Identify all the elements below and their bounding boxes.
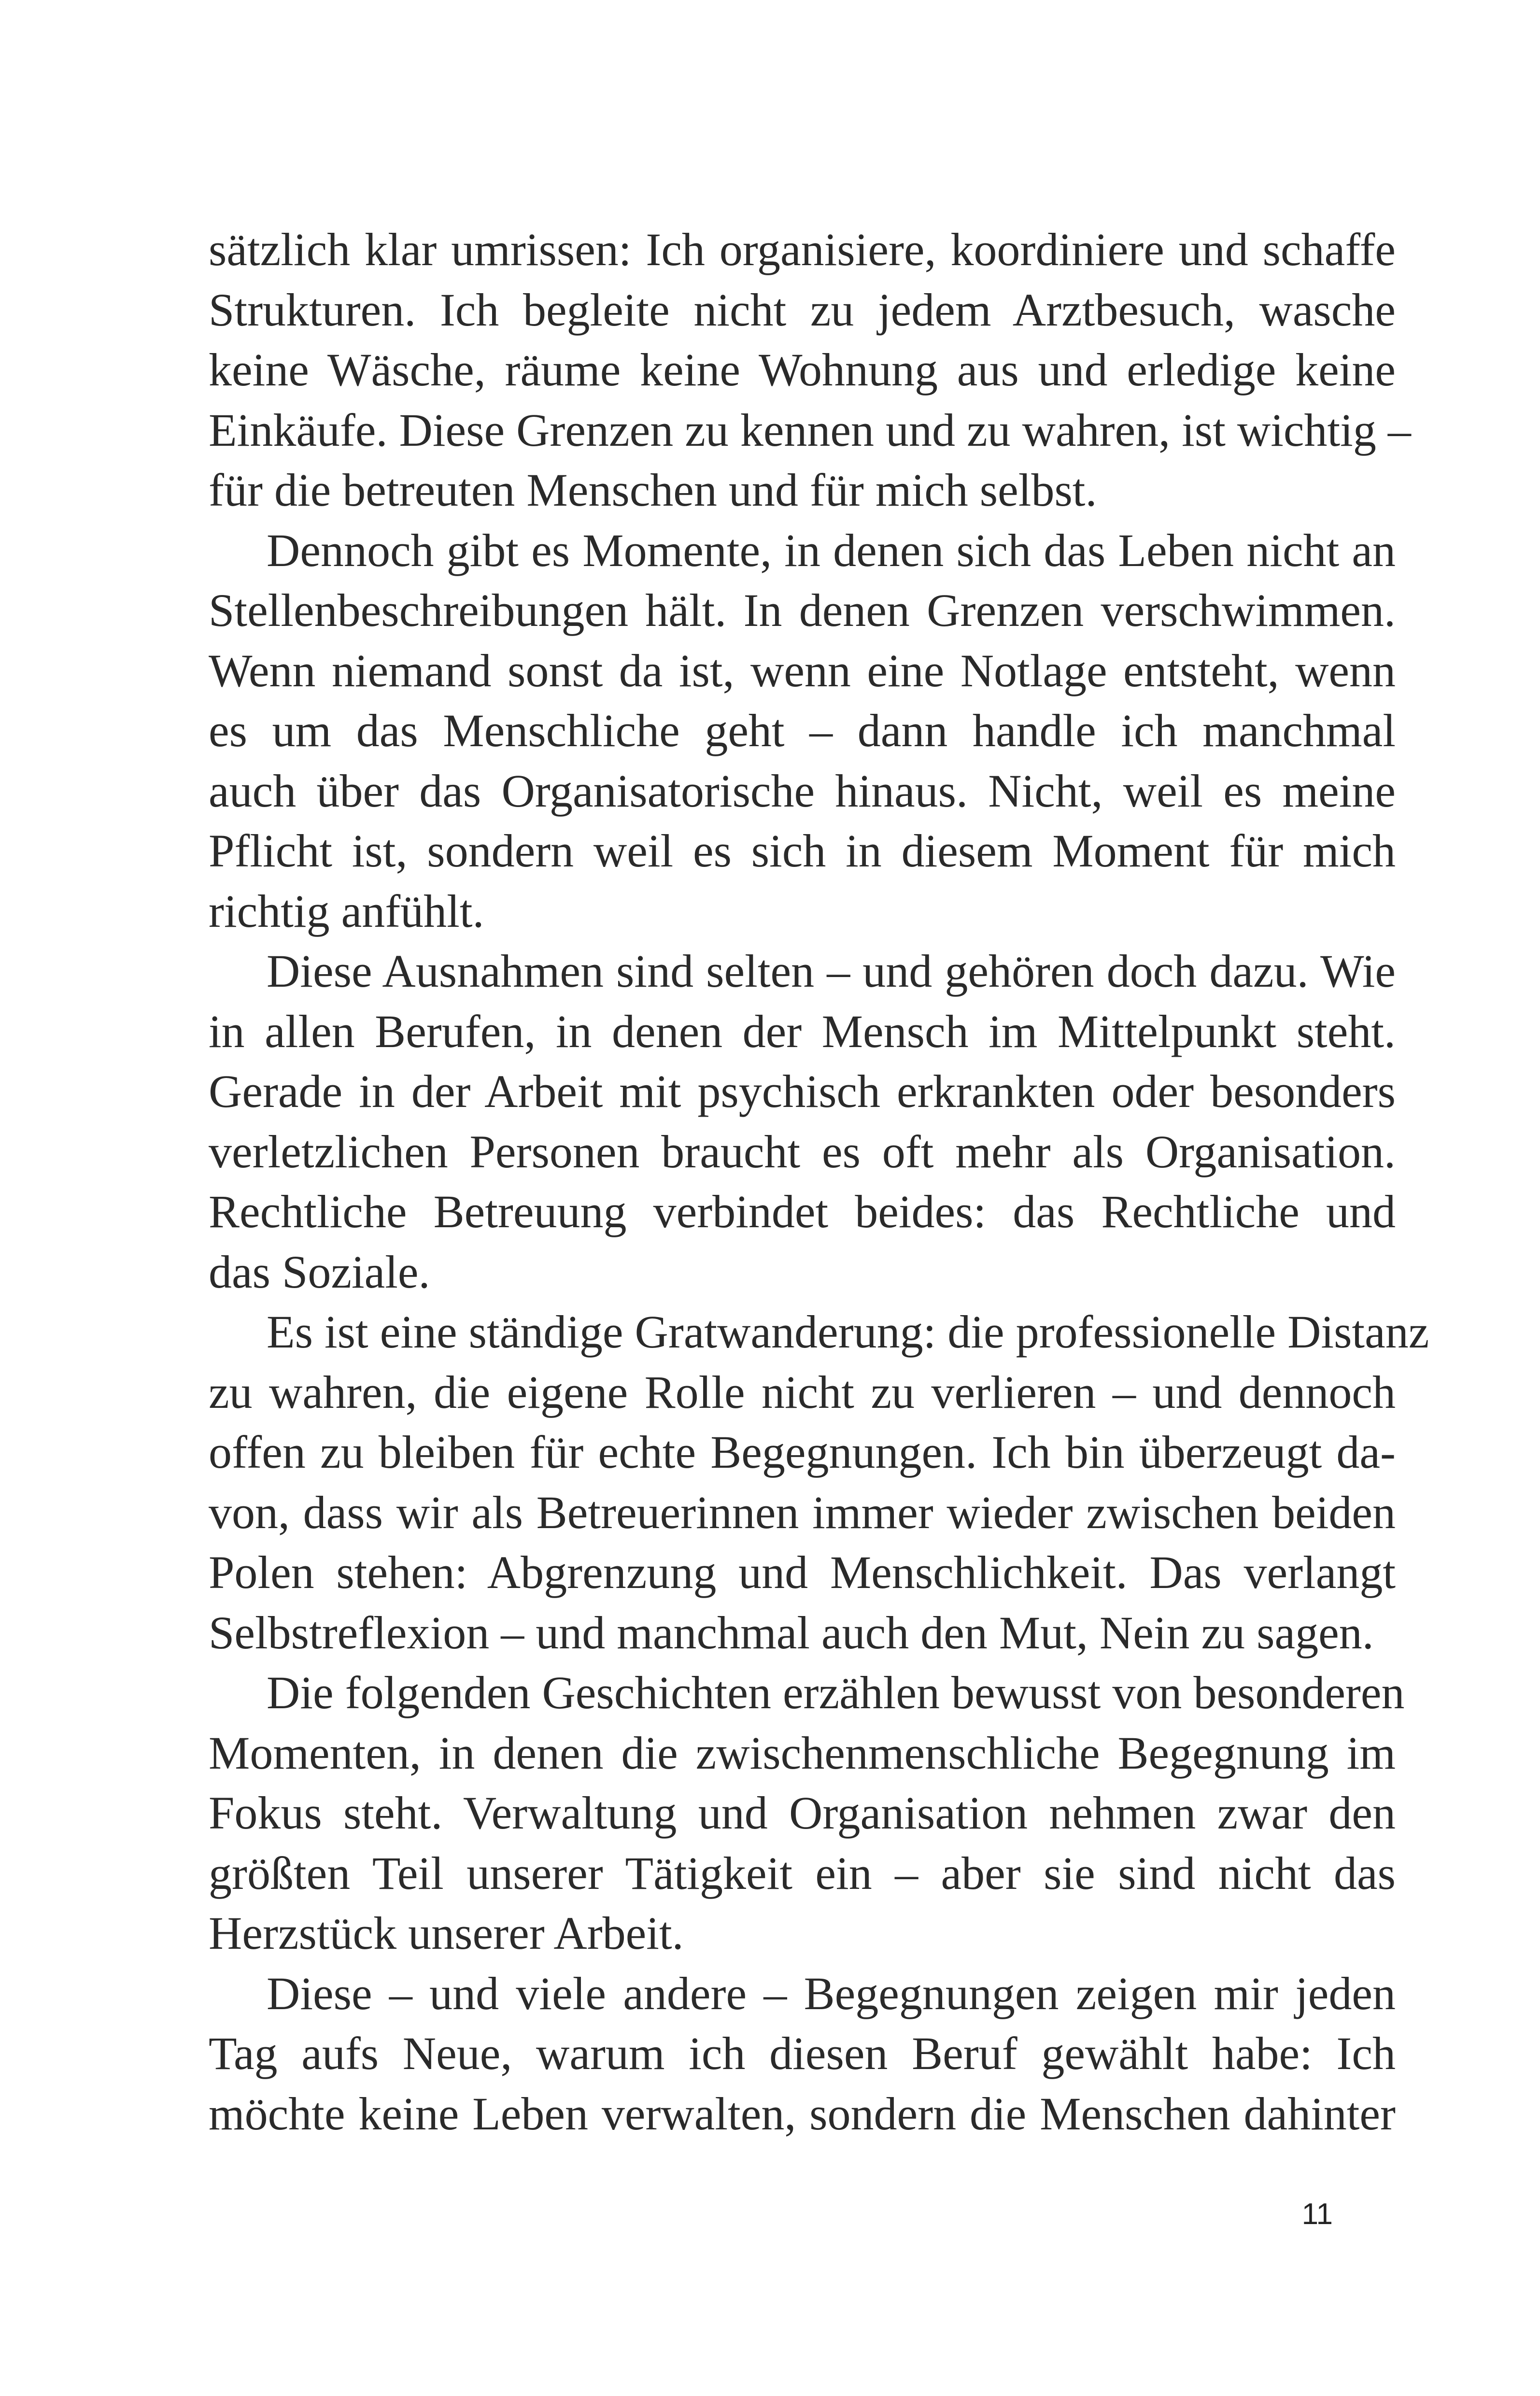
text-line: Gerade in der Arbeit mit psychisch erkrankten oder besonders bbox=[209, 1065, 1396, 1117]
text-line: Wenn niemand sonst da ist, wenn eine Notlage entsteht, wenn bbox=[209, 644, 1396, 696]
text-line: zu wahren, die eigene Rolle nicht zu verlieren – und dennoch bbox=[209, 1366, 1396, 1418]
text-line: Dennoch gibt es Momente, in denen sich das Leben nicht an bbox=[267, 524, 1396, 576]
text-line: Diese – und viele andere – Begegnungen zeigen mir jeden bbox=[267, 1967, 1396, 2019]
text-line: möchte keine Leben verwalten, sondern die Menschen dahinter bbox=[209, 2087, 1396, 2140]
text-line: größten Teil unserer Tätigkeit ein – aber sie sind nicht das bbox=[209, 1847, 1396, 1899]
text-line: sätzlich klar umrissen: Ich organisiere, koordiniere und schaffe bbox=[209, 224, 1396, 275]
page-number: 11 bbox=[1301, 2198, 1333, 2231]
text-line: Tag aufs Neue, warum ich diesen Beruf gewählt habe: Ich bbox=[209, 2027, 1396, 2079]
text-line: Diese Ausnahmen sind selten – und gehören doch dazu. Wie bbox=[267, 945, 1396, 997]
text-line: Momenten, in denen die zwischenmenschliche Begegnung im bbox=[209, 1727, 1396, 1779]
text-line: das Soziale. bbox=[209, 1246, 430, 1298]
text-line: Herzstück unserer Arbeit. bbox=[209, 1907, 684, 1959]
text-line: Die folgenden Geschichten erzählen bewusst von besonderen bbox=[267, 1667, 1405, 1718]
text-line: Fokus steht. Verwaltung und Organisation nehmen zwar den bbox=[209, 1787, 1396, 1839]
body-text bbox=[209, 220, 1429, 2144]
text-line: es um das Menschliche geht – dann handle ich manchmal bbox=[209, 705, 1396, 756]
text-line: Einkäufe. Diese Grenzen zu kennen und zu wahren, ist wichtig – bbox=[209, 404, 1411, 456]
text-line: in allen Berufen, in denen der Mensch im Mittelpunkt steht. bbox=[209, 1005, 1396, 1057]
text-line: richtig anfühlt. bbox=[209, 885, 484, 937]
text-line: Rechtliche Betreuung verbindet beides: das Rechtliche und bbox=[209, 1186, 1396, 1237]
text-line: von, dass wir als Betreuerinnen immer wieder zwischen beiden bbox=[209, 1486, 1396, 1538]
text-line: Pflicht ist, sondern weil es sich in diesem Moment für mich bbox=[209, 825, 1396, 877]
text-line: Es ist eine ständige Gratwanderung: die professionelle Distanz bbox=[267, 1306, 1429, 1358]
text-line: Strukturen. Ich begleite nicht zu jedem Arztbesuch, wasche bbox=[209, 284, 1396, 336]
text-line: keine Wäsche, räume keine Wohnung aus und erledige keine bbox=[209, 344, 1396, 396]
text-line: Polen stehen: Abgrenzung und Menschlichkeit. Das verlangt bbox=[209, 1546, 1396, 1598]
text-line: auch über das Organisatorische hinaus. Nicht, weil es meine bbox=[209, 765, 1396, 817]
text-line: für die betreuten Menschen und für mich selbst. bbox=[209, 464, 1097, 516]
text-line: Selbstreflexion – und manchmal auch den Mut, Nein zu sagen. bbox=[209, 1606, 1374, 1659]
text-line: verletzlichen Personen braucht es oft mehr als Organisation. bbox=[209, 1125, 1396, 1177]
text-line: Stellenbeschreibungen hält. In denen Grenzen verschwimmen. bbox=[209, 584, 1396, 636]
text-line: offen zu bleiben für echte Begegnungen. Ich bin überzeugt da- bbox=[209, 1426, 1396, 1478]
